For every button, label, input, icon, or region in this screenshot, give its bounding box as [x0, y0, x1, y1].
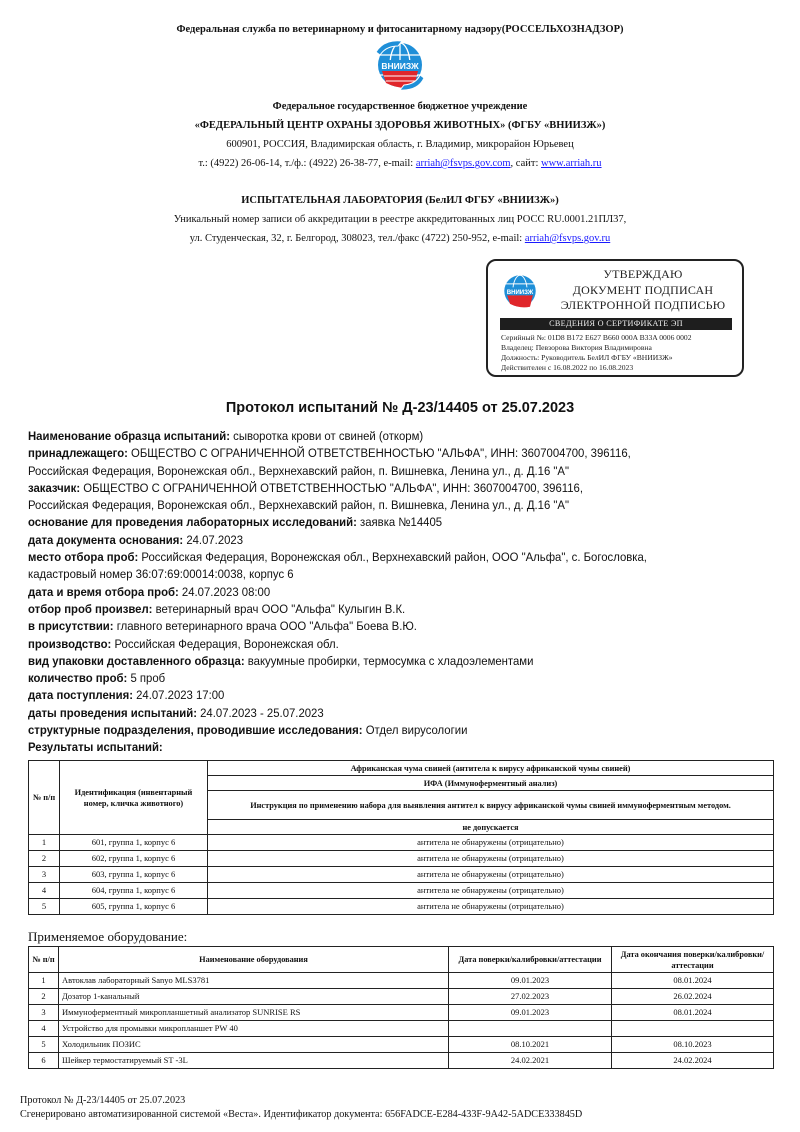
field-sample-name: Наименование образца испытаний: сыворотка крови от свиней (откорм) [28, 429, 424, 443]
site-label: , сайт: [510, 158, 541, 169]
lab-contacts [0, 232, 800, 246]
field-owner: принадлежащего: ОБЩЕСТВО С ОГРАНИЧЕННОЙ ОТВЕТСТВЕННОСТЬЮ "АЛЬФА", ИНН: 3607004700, 396116, [28, 446, 631, 461]
table-row: 3 603, группа 1, корпус 6 антитела не обнаружены (отрицательно) [29, 867, 774, 883]
col-header-identification: Идентификация (инвентарный номер, кличка животного) [60, 761, 208, 835]
stamp-serial: Серийный №: 01D8 B172 E627 B660 000A B33A 0006 0002 [501, 333, 692, 342]
table-row: 3 Иммуноферментный микропланшетный анализатор SUNRISE RS 09.01.2023 08.01.2024 [29, 1005, 774, 1021]
field-basis: основание для проведения лабораторных исследований: заявка №14405 [28, 515, 443, 530]
lab-email-link[interactable]: arriah@fsvps.gov.ru [524, 233, 611, 244]
field-basis-date: дата документа основания: 24.07.2023 [28, 532, 244, 547]
institution-type: Федеральное государственное бюджетное учреждение [272, 101, 528, 112]
stamp-certificate-header: СВЕДЕНИЯ О СЕРТИФИКАТЕ ЭП [500, 318, 732, 330]
lab-address-text: ул. Студенческая, 32, г. Белгород, 308023, тел./факс (4722) 250-952, e-mail: [189, 233, 525, 244]
field-witness: в присутствии: главного ветеринарного врача ООО "Альфа" Боева В.Ю. [28, 619, 417, 634]
field-receipt-date: дата поступления: 24.07.2023 17:00 [28, 688, 225, 703]
field-sample-count: количество проб: 5 проб [28, 671, 166, 686]
table-row: 5 Холодильник ПОЗИС 08.10.2021 08.10.2023 [29, 1037, 774, 1053]
stamp-logo-icon [500, 271, 540, 311]
table-row: 2 Дозатор 1-канальный 27.02.2023 26.02.2024 [29, 989, 774, 1005]
eq-col-name: Наименование оборудования [59, 947, 449, 973]
field-packaging: вид упаковки доставленного образца: вакуумные пробирки, термосумка с хладоэлементами [28, 653, 534, 668]
field-sampling-place-cont: кадастровый номер 36:07:69:00014:0038, корпус 6 [28, 567, 294, 582]
institution-address: 600901, РОССИЯ, Владимирская область, г. Владимир, микрорайон Юрьевец [226, 139, 574, 150]
col-header-disease: Африканская чума свиней (антитела к вирусу африканской чумы свиней) [208, 761, 774, 776]
lab-accreditation: Уникальный номер записи об аккредитации в реестре аккредитованных лиц РОСС RU.0001.21ПЛ37, [173, 214, 627, 225]
field-owner-address: Российская Федерация, Воронежская обл., Верхнехавский район, п. Вишневка, Ленина ул., д. Д.16 "А" [28, 463, 570, 478]
table-row: 1 Автоклав лабораторный Sanyo MLS3781 09.01.2023 08.01.2024 [29, 973, 774, 989]
table-row: 4 Устройство для промывки микропланшет PW 40 [29, 1021, 774, 1037]
col-header-num: № п/п [29, 761, 60, 835]
table-row: 4 604, группа 1, корпус 6 антитела не обнаружены (отрицательно) [29, 883, 774, 899]
table-row: 6 Шейкер термостатируемый ST -3L 24.02.2021 24.02.2024 [29, 1053, 774, 1069]
protocol-title: Протокол испытаний № Д-23/14405 от 25.07.2023 [225, 400, 575, 416]
field-test-dates: даты проведения испытаний: 24.07.2023 - 25.07.2023 [28, 705, 324, 720]
page-footer [20, 1094, 582, 1122]
stamp-owner: Владелец: Певзорова Виктория Владимировна [501, 343, 652, 352]
field-departments: структурные подразделения, проводившие исследования: Отдел вирусологии [28, 723, 468, 738]
table-row: 1 601, группа 1, корпус 6 антитела не обнаружены (отрицательно) [29, 835, 774, 851]
equipment-table [28, 946, 774, 1069]
svg-text:ВНИИЗЖ: ВНИИЗЖ [381, 61, 419, 71]
stamp-position: Должность: Руководитель БелИЛ ФГБУ «ВНИИЗЖ» [501, 353, 673, 362]
website-link[interactable]: www.arriah.ru [541, 158, 602, 169]
col-header-norm: не допускается [208, 820, 774, 835]
institution-name: «ФЕДЕРАЛЬНЫЙ ЦЕНТР ОХРАНЫ ЗДОРОВЬЯ ЖИВОТНЫХ» (ФГБУ «ВНИИЗЖ») [194, 120, 606, 131]
stamp-e-signature: ЭЛЕКТРОННОЙ ПОДПИСЬЮ [560, 298, 726, 312]
email-link[interactable]: arriah@fsvps.gov.com [415, 158, 511, 169]
lab-name: ИСПЫТАТЕЛЬНАЯ ЛАБОРАТОРИЯ (БелИЛ ФГБУ «ВНИИЗЖ») [241, 195, 559, 206]
eq-col-num: № п/п [29, 947, 59, 973]
contacts-text: т.: (4922) 26-06-14, т./ф.: (4922) 26-38-77, e-mail: [198, 158, 416, 169]
e-signature-stamp [486, 259, 744, 377]
stamp-validity: Действителен с 16.08.2022 по 16.08.2023 [501, 363, 634, 372]
field-customer-address: Российская Федерация, Воронежская обл., Верхнехавский район, п. Вишневка, Ленина ул., д. Д.16 "А" [28, 498, 570, 513]
col-header-method: ИФА (Иммуноферментный анализ) [208, 776, 774, 791]
agency-name: Федеральная служба по ветеринарному и фитосанитарному надзору(РОССЕЛЬХОЗНАДЗОР) [176, 24, 624, 35]
field-sampling-place: место отбора проб: Российская Федерация, Воронежская обл., Верхнехавский район, ООО "Альфа", с. Богословка, [28, 550, 647, 565]
footer-generated: Сгенерировано автоматизированной системой «Веста». Идентификатор документа: 656FADCE-E284-433F-9A42-5ADCE333845D [20, 1109, 583, 1120]
stamp-approve: УТВЕРЖДАЮ [603, 267, 683, 281]
field-production: производство: Российская Федерация, Воронежская обл. [28, 636, 339, 651]
sample-details [28, 428, 791, 757]
table-row: 5 605, группа 1, корпус 6 антитела не обнаружены (отрицательно) [29, 899, 774, 915]
table-row: 2 602, группа 1, корпус 6 антитела не обнаружены (отрицательно) [29, 851, 774, 867]
col-header-instruction: Инструкция по применению набора для выявления антител к вирусу африканской чумы свиней иммуноферментным методом. [208, 791, 774, 820]
field-customer: заказчик: ОБЩЕСТВО С ОГРАНИЧЕННОЙ ОТВЕТСТВЕННОСТЬЮ "АЛЬФА", ИНН: 3607004700, 396116, [28, 480, 583, 495]
results-table [28, 760, 774, 915]
stamp-signed: ДОКУМЕНТ ПОДПИСАН [572, 283, 714, 297]
field-sampler: отбор проб произвел: ветеринарный врач ООО "Альфа" Кулыгин В.К. [28, 601, 406, 616]
results-heading: Результаты испытаний: [28, 740, 163, 755]
svg-text:ВНИИЗЖ: ВНИИЗЖ [506, 289, 534, 296]
footer-protocol: Протокол № Д-23/14405 от 25.07.2023 [20, 1095, 186, 1106]
eq-col-date: Дата поверки/калибровки/аттестации [449, 947, 612, 973]
field-sampling-datetime: дата и время отбора проб: 24.07.2023 08:00 [28, 584, 271, 599]
institution-contacts [0, 157, 800, 171]
vniizzh-logo-icon [372, 38, 428, 92]
equipment-caption: Применяемое оборудование: [28, 929, 188, 944]
eq-col-end: Дата окончания поверки/калибровки/аттестации [612, 947, 774, 973]
